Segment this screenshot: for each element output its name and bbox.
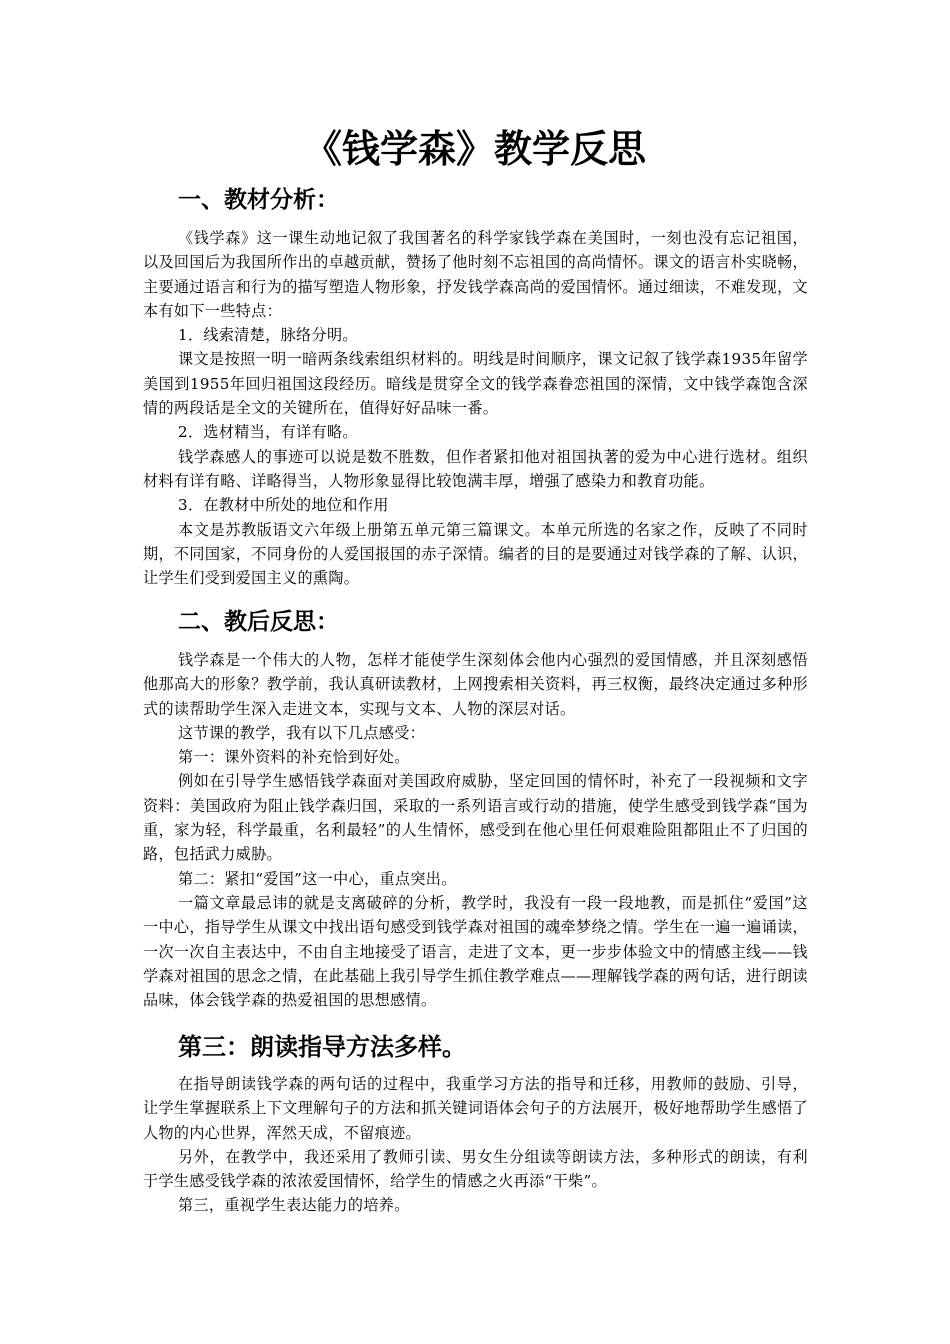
paragraph: 《钱学森》这一课生动地记叙了我国著名的科学家钱学森在美国时，一刻也没有忘记祖国，以及回国后为我国所作出的卓越贡献，赞扬了他时刻不忘祖国的高尚情怀。课文的语言朴实晓畅，主要通过语言和行为的描写塑造人物形象，抒发钱学森高尚的爱国情怀。通过细读，不难发现，文本有如下一些特点：: [143, 229, 808, 320]
paragraph: 钱学森感人的事迹可以说是数不胜数，但作者紧扣他对祖国执著的爱为中心进行选材。组织材料有详有略、详略得当，人物形象显得比较饱满丰厚，增强了感染力和教育功能。: [143, 447, 808, 490]
section-heading-reading: 第三：朗读指导方法多样。: [178, 1033, 466, 1061]
section-body-reading: [143, 1072, 808, 1218]
paragraph: 第三，重视学生表达能力的培养。: [178, 1196, 410, 1215]
paragraph: 课文是按照一明一暗两条线索组织材料的。明线是时间顺序，课文记叙了钱学森1935年留学美国到1955年回归祖国这段经历。暗线是贯穿全文的钱学森眷恋祖国的深情，文中钱学森饱含深情的两段话是全文的关键所在，值得好好品味一番。: [143, 350, 808, 418]
paragraph: 第一：课外资料的补充恰到好处。: [178, 748, 410, 767]
paragraph: 例如在引导学生感悟钱学森面对美国政府威胁，坚定回国的情怀时，补充了一段视频和文字资料：美国政府为阻止钱学森归国，采取的一系列语言或行动的措施，使学生感受到钱学森“国为重，家为轻，科学最重，名利最轻”的人生情怀，感受到在他心里任何艰难险阻都阻止不了归国的路，包括武力威胁。: [143, 772, 808, 864]
paragraph: 这节课的教学，我有以下几点感受：: [178, 723, 426, 742]
paragraph: 钱学森是一个伟大的人物，怎样才能使学生深刻体会他内心强烈的爱国情感，并且深刻感悟他那高大的形象？教学前，我认真研读教材，上网搜索相关资料，再三权衡，最终决定通过多种形式的读帮助学生深入走进文本，实现与文本、人物的深层对话。: [143, 651, 808, 718]
section-heading-analysis: 一、教材分析：: [178, 187, 339, 213]
section-body-analysis: [143, 226, 808, 590]
paragraph: 1．线索清楚，脉络分明。: [178, 326, 358, 345]
paragraph: 本文是苏教版语文六年级上册第五单元第三篇课文。本单元所选的名家之作，反映了不同时期，不同国家，不同身份的人爱国报国的赤子深情。编者的目的是要通过对钱学森的了解、认识，让学生们受到爱国主义的熏陶。: [143, 520, 808, 588]
document-title: 《钱学森》教学反思: [303, 127, 646, 171]
paragraph: 另外，在教学中，我还采用了教师引读、男女生分组读等朗读方法，多种形式的朗读，有利于学生感受钱学森的浓浓爱国情怀，给学生的情感之火再添“干柴”。: [143, 1147, 808, 1191]
paragraph: 2．选材精当，有详有略。: [178, 423, 358, 442]
section-body-reflection: [143, 648, 808, 1012]
section-heading-reflection: 二、教后反思：: [178, 609, 339, 635]
paragraph: 在指导朗读钱学森的两句话的过程中，我重学习方法的指导和迁移，用教师的鼓励、引导，让学生掌握联系上下文理解句子的方法和抓关键词语体会句子的方法展开，极好地帮助学生感悟了人物的内心世界，浑然天成，不留痕迹。: [143, 1075, 808, 1142]
paragraph: 3．在教材中所处的地位和作用: [178, 496, 389, 515]
paragraph: 第二：紧扣“爱国”这一中心，重点突出。: [178, 869, 457, 888]
paragraph: 一篇文章最忌讳的就是支离破碎的分析，教学时，我没有一段一段地教，而是抓住“爱国”这一中心，指导学生从课文中找出语句感受到钱学森对祖国的魂牵梦绕之情。学生在一遍一遍诵读，一次一次自主表达中，不由自主地接受了语言，走进了文本，更一步步体验文中的情感主线——钱学森对祖国的思念之情，在此基础上我引导学生抓住教学难点——理解钱学森的两句话，进行朗读品味，体会钱学森的热爱祖国的思想感情。: [143, 893, 808, 1010]
